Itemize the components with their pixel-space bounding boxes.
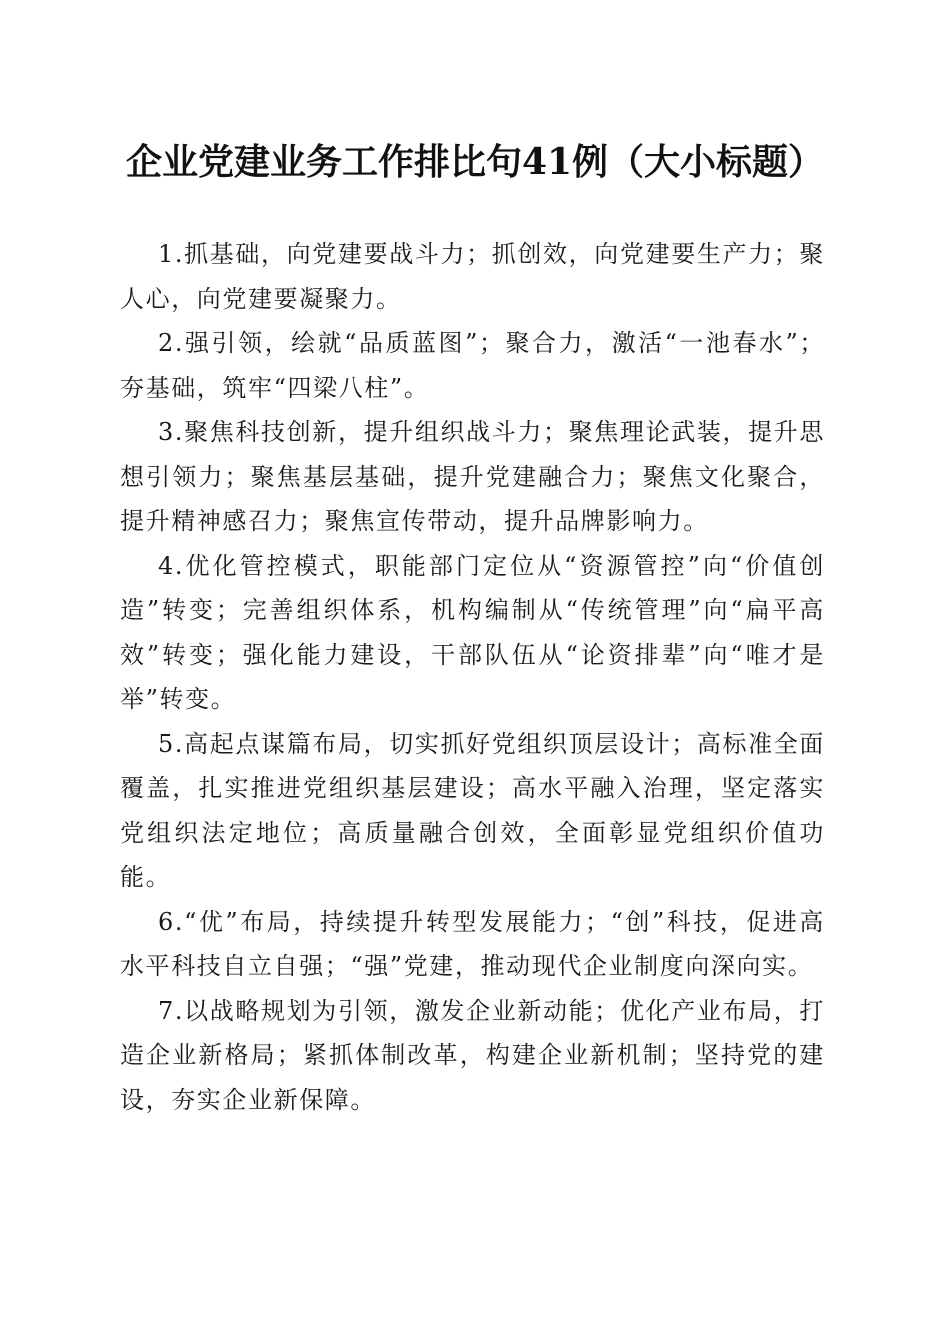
document-title: 企业党建业务工作排比句41例（大小标题） <box>125 141 825 183</box>
paragraph-1: 1.抓基础，向党建要战斗力；抓创效，向党建要生产力；聚人心，向党建要凝聚力。 <box>120 240 825 313</box>
paragraph-7: 7.以战略规划为引领，激发企业新动能；优化产业布局，打造企业新格局；紧抓体制改革，构建企业新机制；坚持党的建设，夯实企业新保障。 <box>120 996 825 1114</box>
paragraph-6: 6.“优”布局，持续提升转型发展能力；“创”科技，促进高水平科技自立自强；“强”党建，推动现代企业制度向深向实。 <box>120 907 825 980</box>
paragraph-2: 2.强引领，绘就“品质蓝图”；聚合力，激活“一池春水”；夯基础，筑牢“四梁八柱”。 <box>120 329 825 402</box>
paragraph-3: 3.聚焦科技创新，提升组织战斗力；聚焦理论武装，提升思想引领力；聚焦基层基础，提升党建融合力；聚焦文化聚合，提升精神感召力；聚焦宣传带动，提升品牌影响力。 <box>120 418 825 535</box>
paragraph-4: 4.优化管控模式，职能部门定位从“资源管控”向“价值创造”转变；完善组织体系，机构编制从“传统管理”向“扁平高效”转变；强化能力建设，干部队伍从“论资排辈”向“唯才是举”转变。 <box>120 551 825 713</box>
paragraph-5: 5.高起点谋篇布局，切实抓好党组织顶层设计；高标准全面覆盖，扎实推进党组织基层建设；高水平融入治理，坚定落实党组织法定地位；高质量融合创效，全面彰显党组织价值功能。 <box>120 729 825 891</box>
document-body <box>120 232 825 1122</box>
